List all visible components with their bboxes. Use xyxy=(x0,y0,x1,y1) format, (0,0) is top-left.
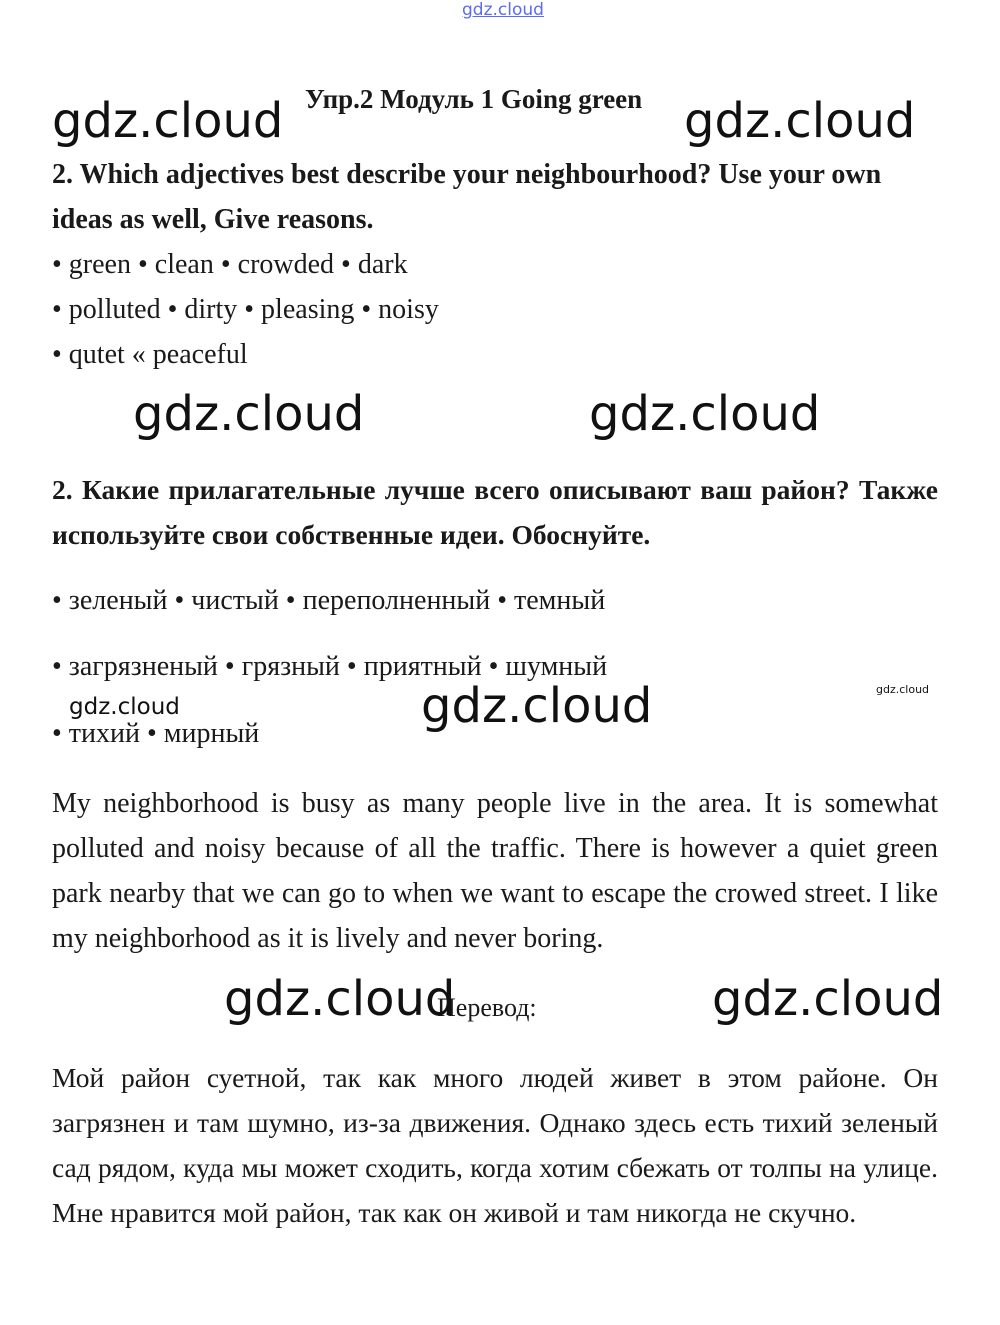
watermark-right-1: gdz.cloud xyxy=(684,93,916,149)
watermark-top: gdz.cloud xyxy=(462,0,544,20)
watermark-left-2: gdz.cloud xyxy=(133,386,365,442)
answer-english: My neighborhood is busy as many people live in the area. It is somewhat polluted and noisy because of all the traffic. There is however a quiet green park nearby that we can go to when we want to escape the crowed street. I like my neighborhood as it is lively and never boring. xyxy=(52,788,938,954)
page-title: Упр.2 Модуль 1 Going green xyxy=(305,84,643,114)
word-list-en-3: • qutet « peaceful xyxy=(52,339,248,370)
watermark-center-3: gdz.cloud xyxy=(421,678,653,734)
watermark-right-4: gdz.cloud xyxy=(712,971,944,1027)
answer-russian: Мой район суетной, так как много людей живет в этом районе. Он загрязнен и там шумно, из-за движения. Однако здесь есть тихий зеленый сад рядом, куда мы может сходить, когда хотим сбежать от толпы на улице. Мне нравится мой район, так как он живой и там никогда не скучно. xyxy=(52,1062,938,1228)
translation-label: Перевод: xyxy=(437,993,537,1022)
word-list-ru-2: • загрязненый • грязный • приятный • шумный xyxy=(52,651,608,682)
task-russian: 2. Какие прилагательные лучше всего описывают ваш район? Также используйте свои собственные идеи. Обоснуйте. xyxy=(52,474,938,550)
watermark-tiny-right: gdz.cloud xyxy=(876,683,930,696)
word-list-en-1: • green • clean • crowded • dark xyxy=(52,249,408,280)
watermark-right-2: gdz.cloud xyxy=(589,386,821,442)
watermark-small-left: gdz.cloud xyxy=(69,694,180,720)
watermark-left-1: gdz.cloud xyxy=(52,93,284,149)
word-list-ru-3: • тихий • мирный xyxy=(52,718,260,749)
word-list-en-2: • polluted • dirty • pleasing • noisy xyxy=(52,294,439,325)
task-english: 2. Which adjectives best describe your neighbourhood? Use your own ideas as well, Give reasons. xyxy=(52,159,882,235)
word-list-ru-1: • зеленый • чистый • переполненный • темный xyxy=(52,585,606,616)
watermark-left-4: gdz.cloud xyxy=(224,971,456,1027)
